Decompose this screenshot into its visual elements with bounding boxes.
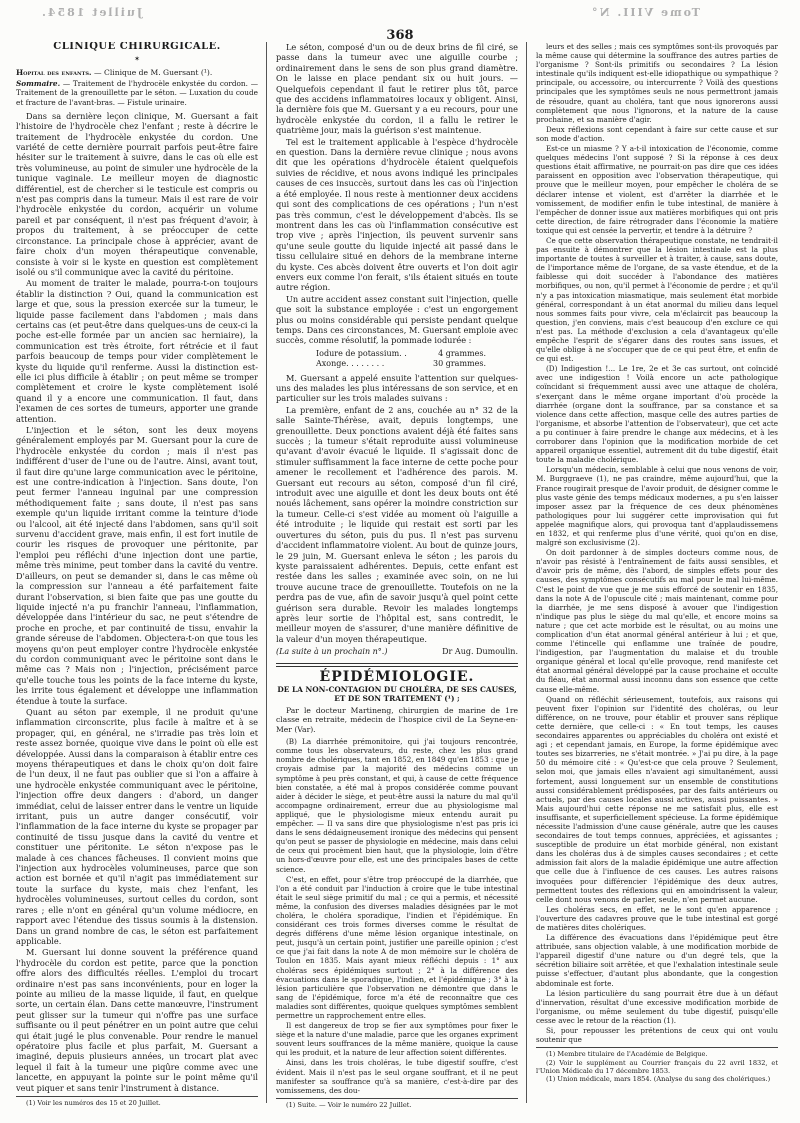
recipe-name: Axonge. . . . . . . . (316, 359, 385, 369)
footnote: (1) Suite. — Voir le numéro 22 Juillet. (286, 1100, 412, 1109)
paragraph: La première, enfant de 2 ans, couchée au n° 32 de la salle Sainte-Thérèse, avait, depuis longtemps, une grenouillette. Deux ponctions avaient déjà été faites sans succès ; la tumeur s'était reproduite aussi volumineuse qu'avant d'avoir évacué le liquide. Il s'agissait donc de stimuler suffisamment la face interne de cette poche pour amener le recollement et l'adhérence des parois. M. Guersant eut recours au séton, composé d'un fil ciré, introduit avec une aiguille et dont les deux bouts ont été noués lâchement, sans opérer la moindre constriction sur la tumeur. Celle-ci s'est vidée au moment où l'aiguille a été introduite ; le liquide qui restait est sorti par les ouvertures du séton, puis du pus. Il n'est pas survenu d'accident inflammatoire violent. Au bout de quinze jours, le 29 juin, M. Guersant enleva le séton ; les parois du kyste paraissaient adhérentes. Depuis, cette enfant est restée dans les salles ; examinée avec soin, on ne lui trouve aucune trace de grenouillette. Toutefois on ne la perdra pas de vue, afin de savoir jusqu'à quel point cette guérison sera durable. Revoir les malades longtemps après leur sortie de l'hôpital est, sans contredit, le meilleur moyen de s'assurer, d'une manière définitive de la valeur d'un moyen thérapeutique. (276, 404, 518, 644)
hospital-label: Hopital des enfants. (16, 67, 92, 77)
section-title: CLINIQUE CHIRURGICALE. (53, 42, 221, 52)
epidemio-subtitle: DE LA NON-CONTAGION DU CHOLÉRA, DE SES CAUSES, ET DE SON TRAITEMENT (¹) ; (277, 684, 517, 703)
recipe-line (316, 359, 486, 369)
paragraph: C'est, en effet, pour s'être trop préoccupé de la diarrhée, que l'on a été conduit par l'induction à croire que le tube intestinal était le seul siège primitif du mal ; ce qui a permis, et nécessité même, la confusion des diverses maladies désignées par le mot choléra, le choléra sporadique, l'indien et l'épidémique. En considérant ces trois formes diverses comme le résultat de degrés différens d'une même lésion organique intestinale, on peut, jusqu'à un certain point, justifier une pareille opinion ; c'est ce que j'ai fait dans la note A de mon mémoire sur le choléra de Toulon en 1835. Mais ayant mieux réfléchi depuis : 1° aux choléras secs épidémiques surtout ; 2° à la différence des évacuations dans le sporadique, l'indien, et l'épidémique ; 3° à la lésion particulière que l'observation ne démontre que dans le sang de l'épidémique, force m'a été de reconnaître que ces maladies sont différentes, quoique quelques symptômes semblent permettre un rapprochement entre elles. (276, 874, 518, 1020)
paragraph: On doit pardonner à de simples docteurs comme nous, de n'avoir pas résisté à l'entraînement de faits aussi sensibles, et d'avoir pris de même, dès l'abord, de simples effets pour des causes, des symptômes consécutifs au mal pour le mal lui-même. C'est le point de vue que je me suis efforcé de soutenir en 1835, dans la note A de l'opuscule cité ; mais maintenant, comme pour la diarrhée, je me sens disposé à avouer que l'indigestion n'indique pas plus le siège du mal qu'elle, et encore moins sa nature ; que cet acte morbide est le résultat, ou au moins une complication d'un état anormal général antérieur à lui ; et que, comme l'étincelle qui enflamme une traînée de poudre, l'indigestion, par l'augmentation du malaise et du trouble organique général et local qu'elle provoque, rend manifeste cet état anormal général développé par la cause prochaine et occulte du fléau, état anormal aussi inconnu dans son essence que cette cause elle-même. (536, 548, 778, 694)
paragraph: Les choléras secs, en effet, ne le sont qu'en apparence ; l'ouverture des cadavres prouve que le tube intestinal est gorgé de matières dites cholériques. (536, 904, 778, 932)
author: Dr Aug. Dumoulin. (442, 647, 518, 657)
paragraph: (D) Indigestion !... Le 1re, 2e et 3e cas surtout, ont coïncidé avec une indigestion ! Voilà encore un acte pathologique coïncidant si fréquemment aussi avec une attaque de choléra, s'exerçant dans le même organe important d'où procède la diarrhée (organe dont la souffrance, par sa constance et sa violence dans cette affection, masque celle des autres parties de l'organisme, et absorbe l'attention de l'observateur), que cet acte a pu continuer à faire prendre le change aux médecins, et à les corroborer dans l'opinion que la modification morbide de cet appareil organique essentiel, autrement dit du tube digestif, était toute la maladie cholérique. (536, 364, 778, 465)
column-2 (276, 42, 518, 1123)
paragraph: Quand on réfléchit sérieusement, toutefois, aux raisons qui peuvent fixer l'opinion sur l'identité des choléras, ou leur différence, on ne trouve, pour établir et prouver sans réplique cette dernière, que celle-ci : « En tout temps, les causes secondaires apparentes ou appréciables du choléra ont existé et agi ; et cependant jamais, en Europe, la forme épidémique avec toutes ses bizarreries, ne s'était montrée. » J'ai pu dire, à la page 50 du mémoire cité : « Qu'est-ce que cela prouve ? Seulement, selon moi, que jamais elles n'avaient agi simultanément, aussi fortement, aussi longuement sur un ensemble de constitutions aussi considérablement prédisposées, par des faits antérieurs ou actuels, par des causes locales aussi actives, aussi puissantes. » Mais aujourd'hui cette réponse ne me satisfait plus, elle est insuffisante, et superficiellement spécieuse. La forme épidémique nécessite l'admission d'une cause générale, autre que les causes secondaires de tout temps connues, appréciées, et agissantes ; susceptible de produire un état morbide général, non existant dans les choléras dus à de simples causes secondaires ; et cette admission fait alors de la maladie épidémique une autre affection que celle due à l'influence de ces causes. Les autres raisons invoquées pour différencier l'épidémique des deux autres, permettent toutes des réflexions qui en amoindrissent la valeur, celle dont nous venons de parler, seule, n'en permet aucune. (536, 694, 778, 904)
footnote: (1) Voir les numéros des 15 et 20 Juillet. (26, 1099, 161, 1108)
column-divider (526, 42, 527, 1103)
paragraph: Un autre accident assez constant suit l'injection, quelle que soit la substance employée : c'est un engorgement plus ou moins considérable qui persiste pendant quelque temps. Dans ces circonstances, M. Guersant emploie avec succès, comme résolutif, la pommade iodurée : (276, 293, 518, 346)
footnote: (2) Voir le supplément au Courrier français du 22 avril 1832, et l'Union Médicale du 17 décembre 1853. (536, 1058, 778, 1076)
paragraph: M. Guersant lui donne souvent la préférence quand l'hydrocèle du cordon est petite, parce que la ponction offre alors des difficultés réelles. L'emploi du trocart ordinaire n'est pas sans inconvénients, pour en loger la pointe au milieu de la masse liquide, il faut, en quelque sorte, un certain élan. Dans cette manœuvre, l'instrument peut glisser sur la tumeur qui n'offre pas une surface suffisante ou il peut pénétrer en un point autre que celui qui était jugé le plus convenable. Pour rendre le manuel opératoire plus facile et plus parfait, M. Guersant a imaginé, depuis plusieurs années, un trocart plat avec lequel il fait à la tumeur une piqûre comme avec une lancette, en appuyant la pointe sur le point même qu'il veut piquer et sans tenir l'instrument à distance. (16, 947, 258, 1093)
paragraph: L'injection et le séton, sont les deux moyens généralement employés par M. Guersant pour la cure de l'hydrocèle enkystée du cordon ; mais il n'est pas indifférent d'user de l'une ou de l'autre. Ainsi, avant tout, il faut dire qu'une large communication avec le péritoine, est une contre-indication à l'injection. Sans doute, l'on peut fermer l'anneau inguinal par une compression méthodiquement faite ; sans doute, il n'est pas sans exemple qu'un liquide irritant comme la teinture d'iode ou l'alcool, ait été injecté dans l'abdomen, sans qu'il soit survenu d'accident grave, mais enfin, il est fort inutile de courir les risques de provoquer une péritonite, par l'emploi peu réfléchi d'une injection dont une partie, même très minime, peut tomber dans la cavité du ventre. D'ailleurs, on peut se demander si, dans le cas même où la compression sur l'anneau a été parfaitement faite durant l'observation, si bien faite que pas une goutte du liquide injecté n'a pu franchir l'anneau, l'inflammation, développée dans l'intérieur du sac, ne peut s'étendre de proche en proche, et par continuité de tissu, envahir la grande séreuse de l'abdomen. Objectera-t-on que tous les moyens qu'on peut employer contre l'hydrocèle enkystée du cordon communiquant avec le péritoine sont dans le même cas ? Mais non ; l'injection, précisément parce qu'elle touche tous les points de la face interne du kyste, les irrite tous également et développe une inflammation étendue à toute la surface. (16, 425, 258, 706)
summary-label: Sommaire. (16, 79, 61, 89)
footnotes (536, 1047, 778, 1084)
paragraph: Ainsi, dans les trois choléras, le tube digestif souffre, c'est évident. Mais il n'est pas le seul organe souffrant, et il ne peut manifester sa souffrance qu'à sa manière, c'est-à-dire par des vomissemens, des dou- (276, 1058, 518, 1095)
column-3 (536, 42, 778, 1123)
paragraph: Deux réflexions sont cependant à faire sur cette cause et sur son mode d'action. (536, 124, 778, 143)
paragraph: Quant au séton par exemple, il ne produit qu'une inflammation circonscrite, plus facile à maître et à se propager, qui, en général, ne s'irradie pas très loin et reste assez bornée, quoique vive dans le point où elle est développée. Aussi dans la comparaison à établir entre ces moyens thérapeutiques et dans le choix qu'on doit faire de l'un deux, il ne faut pas oublier que si l'on a affaire à une hydrocèle enkystée communiquant avec le péritoine, l'injection offre deux dangers : d'abord, un danger immédiat, celui de laisser entrer dans le ventre un liquide irritant, puis un autre danger consécutif, voir l'inflammation de la face interne du kyste se propager par continuité de tissu jusque dans la cavité du ventre et constituer une péritonite. Le séton n'expose pas le malade à ces chances fâcheuses. Il convient moins que l'injection aux hydrocèles volumineuses, parce que son action est bornée et qu'il n'agit pas immédiatement sur toute la surface du kyste, mais chez l'enfant, les hydrocèles volumineuses, surtout celles du cordon, sont rares ; elle n'ont en général qu'un volume médiocre, en rapport avec l'étendue des tissus soumis à la distension. Dans un grand nombre de cas, le séton est parfaitement applicable. (16, 706, 258, 946)
footnotes (16, 1096, 258, 1107)
bleed-right: Tome VIII. N° (590, 6, 700, 19)
recipe (316, 349, 518, 370)
recipe-dose: 4 grammes. (438, 348, 486, 358)
footnote: (1) Union médicale, mars 1854. (Analyse du sang des cholériques.) (546, 1075, 771, 1084)
paragraph: M. Guersant a appelé ensuite l'attention sur quelques-uns des malades les plus intéressans de son service, et en particulier sur les trois malades suivans : (276, 372, 518, 404)
hospital-text: — Clinique de M. Guersant (¹). (94, 67, 213, 77)
bleed-left: Juillet 1854. (40, 6, 143, 19)
column-divider (266, 42, 267, 1103)
paragraph: Lorsqu'un médecin, semblable à celui que nous venons de voir, M. Burggraeve (1), ne pas craindre, même aujourd'hui, que la France rougirait presque de l'avoir produit, de désigner comme le plus vaste génie des temps médicaux modernes, a pu s'en laisser imposer assez par la fréquence de ces deux phénomènes pathologiques pour lui suggérer cette improvisation qui fut appelée magnifique alors, qui provoqua tant d'applaudissemens en 1832, et qui renferme plus d'une vérité, quoi qu'on en dise, malgré son exclusivisme (2). (536, 465, 778, 548)
paragraph: La différence des évacuations dans l'épidémique peut être attribuée, sans objection valable, à une modification morbide de l'appareil digestif d'une nature ou d'un degré tels, que la sécrétion biliaire soit arrêtée, et que l'exhalation intestinale seule puisse s'effectuer, d'autant plus abondante, que la congestion abdominale est forte. (536, 933, 778, 988)
footnotes (276, 1098, 518, 1109)
summary-text: — Traitement de l'hydrocèle enkystée du cordon. — Traitement de la grenouillette par le séton. — Luxation du coude et fracture de l'avant-bras. — Fistule urinaire. (16, 79, 258, 107)
recipe-dose: 30 grammes. (433, 359, 486, 369)
epidemio-title: ÉPIDÉMIOLOGIE. (319, 668, 475, 685)
hospital-line (16, 68, 258, 78)
section-divider (276, 663, 518, 667)
paragraph: Tel est le traitement applicable à l'espèce d'hydrocèle en question. Dans la dernière revue clinique ; nous avons dit que les opérations d'hydrocèle étaient quelquefois suivies de récidive, et nous avons indiqué les principales causes de ces insuccès, surtout dans les cas où l'injection a été employée. Il nous reste à mentionner deux accidens qui sont des complications de ces opérations ; l'un n'est pas très commun, c'est le développement d'abcès. Ils se montrent dans les cas où l'inflammation consécutive est trop vive ; après l'injection, ils peuvent survenir sans qu'une seule goutte du liquide injecté ait passé dans le tissu cellulaire situé en dehors de la membrane interne du kyste. Ces abcès doivent être ouverts et l'on doit agir envers eux comme l'on ferait, s'ils étaient situés en toute autre région. (276, 136, 518, 293)
paragraph: Au moment de traiter le malade, pourra-t-on toujours établir la distinction ? Oui, quand la communication est large et que, sous la pression exercée sur la tumeur, le liquide passe facilement dans l'abdomen ; mais dans certains cas (et peut-être dans quelques-uns de ceux-ci la poche est-elle formée par un ancien sac herniaire), la communication est très étroite, fort rétrécie et il faut parfois beaucoup de temps pour vider complètement le kyste du liquide qu'il renferme. Aussi la distinction est-elle ici plus difficile à établir ; on peut même se tromper complètement et croire le kyste complètement isolé quand il y a encore une communication. Il faut, dans l'examen de ces sortes de tumeurs, apporter une grande attention. (16, 278, 258, 424)
signature-line (276, 647, 518, 657)
page-number: 368 (386, 28, 414, 43)
paragraph: Le séton, composé d'un ou de deux brins de fil ciré, se passe dans la tumeur avec une aiguille courbe ; ordinairement dans le sens de son plus grand diamètre. On le laisse en place pendant six ou huit jours. — Quelquefois cependant il faut le retirer plus tôt, parce que des accidens inflammatoires locaux y obligent. Ainsi, la dernière fois que M. Guersant y a eu recours, pour une hydrocèle enkystée du cordon, il a fallu le retirer le quatrième jour, mais la guérison s'est maintenue. (276, 42, 518, 136)
paragraph: Dans sa dernière leçon clinique, M. Guersant a fait l'histoire de l'hydrocèle chez l'enfant ; reste à décrire le traitement de l'hydrocèle enkystée du cordon. Une variété de cette dernière pourrait parfois peut-être faire hésiter sur le traitement à suivre, dans le cas où elle est très volumineuse, au point de simuler une hydrocèle de la tunique vaginale. Le meilleur moyen de diagnostic différentiel, est de chercher si le testicule est compris ou n'est pas compris dans la tumeur. Mais il est rare de voir l'hydrocèle enkystée du cordon, acquérir un volume pareil et par conséquent, il n'est pas fréquent d'avoir, à propos du traitement, à se préoccuper de cette circonstance. La principale chose à apprécier, avant de faire choix d'un moyen thérapeutique convenable, consiste à voir si le kyste en question est complètement isolé ou s'il communique avec la cavité du péritoine. (16, 110, 258, 277)
recipe-name: Iodure de potassium. . (316, 348, 407, 358)
paragraph: Ce que cette observation thérapeutique constate, ne tendrait-il pas ensuite à démontrer que la lésion intestinale est la plus importante de toutes à surveiller et à traiter, à cause, sans doute, de l'importance même de l'organe, de sa vaste étendue, et de la faiblesse qui doit succéder à l'abondance des matières morbifiques, ou non, qu'il permet à l'économie de perdre ; et qu'il n'y a pas intoxication miasmatique, mais seulement état morbide général, correspondant à un état anormal du milieu dans lequel nous sommes faits pour vivre, cela m'éclaircit pas beaucoup la question, j'en conviens, mais c'est beaucoup d'en exclure ce qui n'est pas. La méthode d'exclusion a cela d'avantageux qu'elle empêche l'esprit de s'égarer dans des routes sans issues, et qu'elle oblige à ne s'occuper que de ce qui peut être, et enfin de ce qui est. (536, 235, 778, 364)
summary (16, 79, 258, 107)
continued-note: (La suite à un prochain n°.) (276, 647, 388, 657)
footnote: (1) Membre titulaire de l'Académie de Belgique. (546, 1050, 708, 1059)
ornament: ✶ (134, 55, 140, 64)
column-1 (16, 42, 258, 1123)
epidemio-intro: Par le docteur Martineng, chirurgien de marine de 1re classe en retraite, médecin de l'hospice civil de La Seyne-en-Mer (Var). (276, 705, 518, 734)
paragraph: Si, pour repousser les prétentions de ceux qui ont voulu soutenir que (536, 1026, 778, 1045)
paragraph: La lésion particulière du sang pourrait être due à un défaut d'innervation, résultat d'une excessive modification morbide de l'organisme, ou même seulement du tube digestif, puisqu'elle cesse avec le retour de la réaction (1). (536, 988, 778, 1025)
recipe-line (316, 349, 486, 359)
bleed-through-header (0, 0, 800, 24)
paragraph: Il est dangereux de trop se fier aux symptômes pour fixer le siège et la nature d'une maladie, parce que les organes expriment souvent leurs souffrances de la même manière, quoique la cause qui les produit, et la nature de leur affection soient différentes. (276, 1021, 518, 1058)
paragraph: (B) La diarrhée prémonitoire, qui j'ai toujours rencontrée, comme tous les observateurs, du reste, chez les plus grand nombre de cholériques, tant en 1852, en 1849 qu'en 1853 : que je croyais admise par la majorité des médecins comme un symptôme à peu près constant, et qui, à cause de cette fréquence bien constatée, a été mal à propos considérée comme pouvant aider à décider le siège, et peut-être aussi la nature du mal qu'il accompagne ordinairement, erreur due au physiologisme mal appliqué, que le physiologisme mieux entendu aurait pu empêcher. — Il va sans dire que physiologisme n'est pas pris ici dans le sens dédaigneusement ironique des médecins qui pensent qu'on peut se passer de physiologie en médecine, mais dans celui de ceux qui procèment bien haut, que la physiologie, loin d'être un hors-d'œuvre pour elle, est une des principales bases de cette science. (276, 737, 518, 874)
paragraph: Est-ce un miasme ? Y a-t-il intoxication de l'économie, comme quelques médecins l'ont supposé ? Si la réponse à ces deux questions était affirmative, ne pourrait-on pas dire que ces idées paraissent en opposition avec l'observation thérapeutique, qui prouve que le meilleur moyen, pour empêcher le choléra de se déclarer intense et violent, est d'arrêter la diarrhée et le vomissement, de modifier enfin le tube intestinal, de manière à l'empêcher de donner issue aux matières morbifiques qui ont pris cette direction, de faire rétrograder dans l'économie la matière toxique qui est censée la pervertir, et tendre à la détruire ? (536, 144, 778, 235)
paragraph: leurs et des selles ; mais ces symptômes sont-ils provoqués par la même cause qui détermine la souffrance des autres parties de l'organisme ? Sont-ils primitifs ou secondaires ? La lésion intestinale qu'ils indiquent est-elle idiopathique ou sympathique ? principale, ou accessoire, ou intercurrente ? Voilà des questions principales que les symptômes seuls ne nous permettront jamais de résoudre, quant au choléra, tant que nous ignorerons aussi complètement que nous l'ignorons, et la nature de la cause prochaine, et sa manière d'agir. (536, 42, 778, 124)
